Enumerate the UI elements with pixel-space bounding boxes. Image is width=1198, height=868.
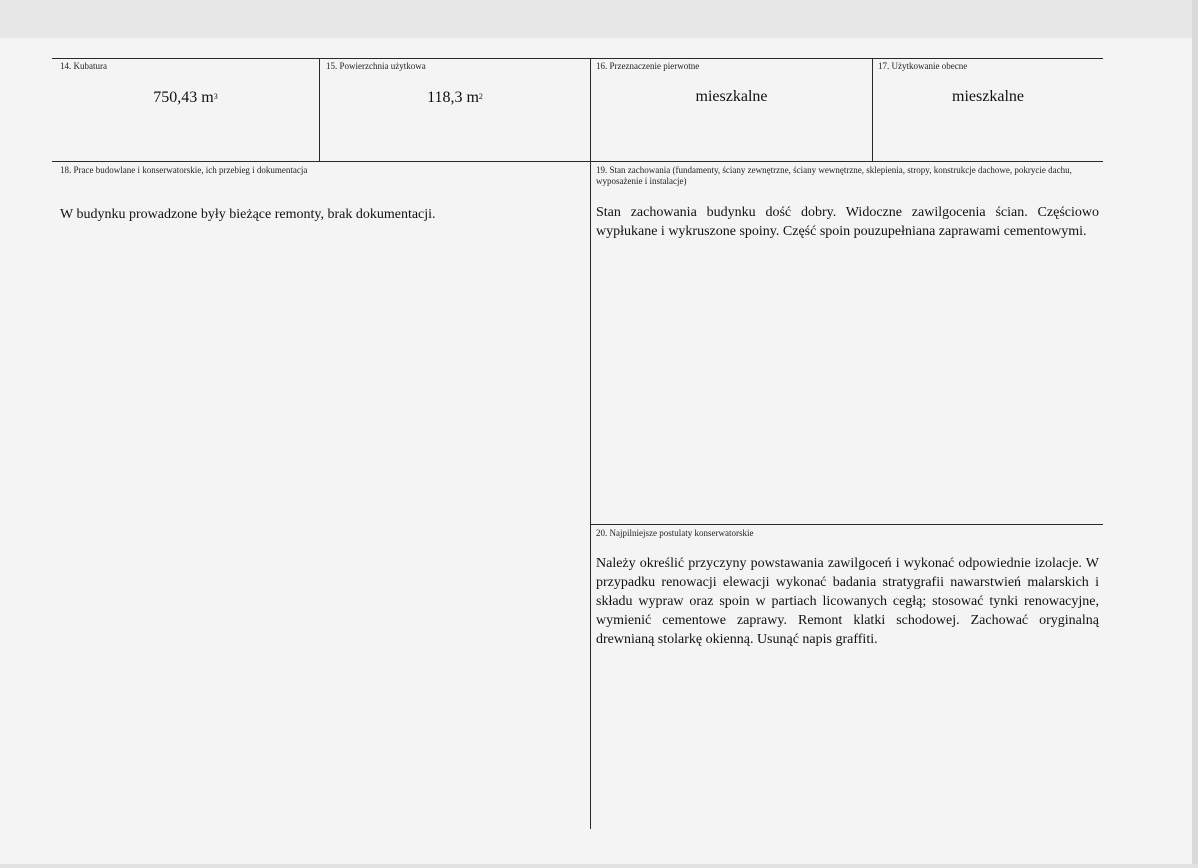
field-18-text: W budynku prowadzone były bieżące remonty, brak dokumentacji. <box>60 207 436 222</box>
field-14-label: 14. Kubatura <box>60 61 107 71</box>
field-15-value-text: 118,3 m <box>427 89 479 106</box>
field-15-label: 15. Powierzchnia użytkowa <box>326 61 426 71</box>
field-14-value <box>52 88 319 108</box>
field-17-value: mieszkalne <box>952 88 1024 105</box>
section-20-rule <box>591 524 1103 525</box>
top-rule <box>52 58 1103 59</box>
field-20-text: Należy określić przyczyny powstawania zawilgoceń i wykonać odpowiednie izolacje. W przypadku renowacji elewacji wykonać badania stratygrafii nawarstwień malarskich i składu wypraw oraz spoin w partiach licowanych cegłą; stosować tynki renowacyjne, wymienić cementowe zaprawy. Remont klatki schodowej. Zachować oryginalną drewnianą stolarkę okienną. Usunąć napis graffiti. <box>596 556 1099 647</box>
field-15-unit-sup: 2 <box>478 92 483 101</box>
field-15-value <box>320 88 590 108</box>
field-16-label: 16. Przeznaczenie pierwotne <box>596 61 700 71</box>
scan-bottom-margin <box>0 864 1198 868</box>
divider-main <box>590 58 591 829</box>
field-14-value-text: 750,43 m <box>153 89 214 106</box>
mid-rule <box>52 161 1103 162</box>
divider-16-17 <box>872 58 873 161</box>
field-16-value: mieszkalne <box>695 88 768 105</box>
field-19-text: Stan zachowania budynku dość dobry. Widoczne zawilgocenia ścian. Częściowo wypłukane i wykruszone spoiny. Część spoin pouzupełniana zaprawami cementowymi. <box>596 205 1099 239</box>
field-18-label: 18. Prace budowlane i konserwatorskie, ich przebieg i dokumentacja <box>60 165 308 175</box>
field-20-label: 20. Najpilniejsze postulaty konserwatorskie <box>596 528 754 538</box>
divider-14-15 <box>319 58 320 161</box>
field-14-unit-sup: 3 <box>213 92 218 101</box>
field-19-label: 19. Stan zachowania (fundamenty, ściany zewnętrzne, ściany wewnętrzne, sklepienia, stropy, konstrukcje dachowe, pokrycie dachu, wyposażenie i instalacje) <box>596 165 1072 186</box>
scan-right-margin <box>1192 0 1198 868</box>
field-17-label: 17. Użytkowanie obecne <box>878 61 968 71</box>
scan-top-margin <box>0 0 1198 38</box>
